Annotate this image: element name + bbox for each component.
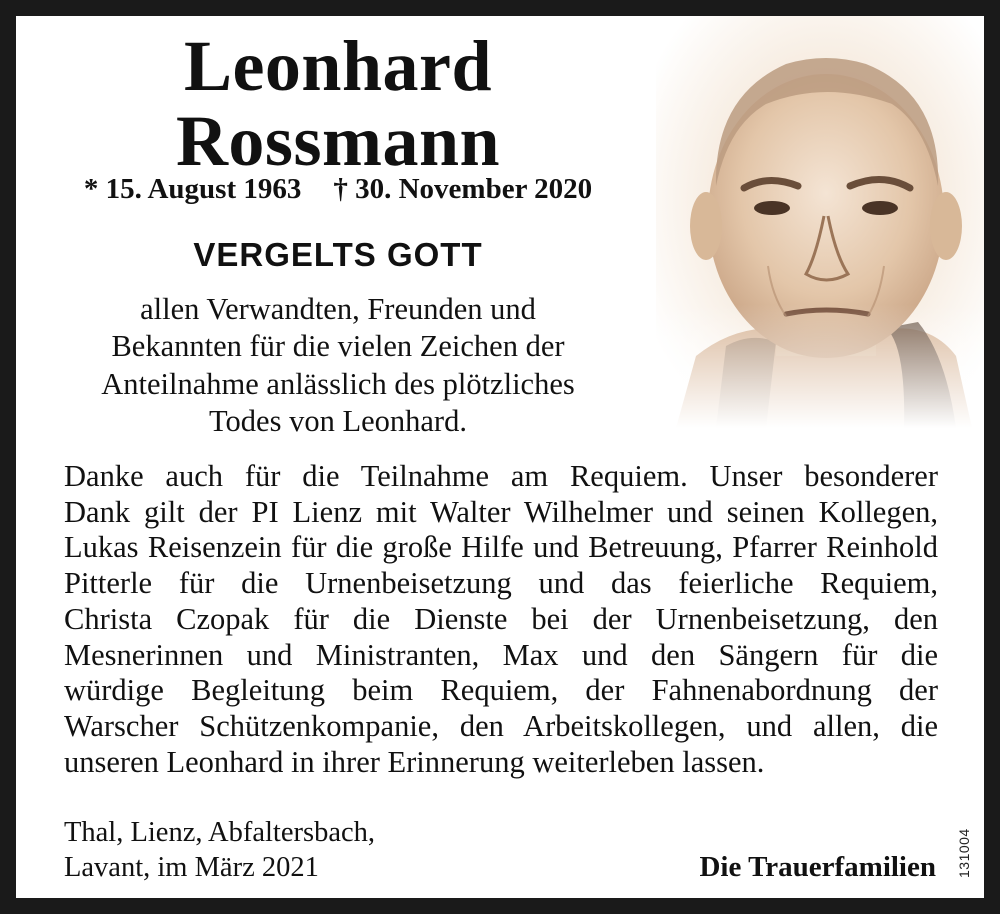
signature: Die Trauerfamilien bbox=[699, 851, 936, 883]
body-line: würdige Begleitung beim Requiem, der Fahnenabordnung der bbox=[64, 673, 938, 708]
portrait-photo bbox=[656, 16, 984, 428]
place-line: Thal, Lienz, Abfaltersbach, bbox=[64, 817, 375, 848]
body-line: Lukas Reisenzein für die große Hilfe und Betreuung, Pfarrer Reinhold bbox=[64, 530, 938, 565]
intro-text bbox=[40, 291, 636, 440]
intro-line: Anteilnahme anlässlich des plötzliches bbox=[101, 366, 575, 401]
body-line: Pitterle für die Urnenbeisetzung und das feierliche Requiem, bbox=[64, 566, 938, 601]
body-line: Mesnerinnen und Ministranten, Max und den Sängern für die bbox=[64, 637, 938, 672]
thanks-body bbox=[64, 459, 938, 780]
ad-code: 131004 bbox=[956, 828, 972, 878]
intro-line: Bekannten für die vielen Zeichen der bbox=[111, 329, 565, 364]
body-line: Dank gilt der PI Lienz mit Walter Wilhelmer und seinen Kollegen, bbox=[64, 494, 938, 529]
body-line: Danke auch für die Teilnahme am Requiem. Unser besonderer bbox=[64, 459, 938, 493]
thanks-heading: VERGELTS GOTT bbox=[193, 236, 483, 273]
birth-date: * 15. August 1963 bbox=[83, 173, 302, 205]
body-line: unseren Leonhard in ihrer Erinnerung weiterleben lassen. bbox=[64, 744, 765, 779]
body-line: Christa Czopak für die Dienste bei der Urnenbeisetzung, den bbox=[64, 601, 938, 636]
body-line: Warscher Schützenkompanie, den Arbeitskollegen, und allen, die bbox=[64, 708, 938, 743]
deceased-first-name: Leonhard bbox=[183, 26, 493, 106]
intro-line: Todes von Leonhard. bbox=[209, 403, 467, 438]
deceased-last-name: Rossmann bbox=[175, 101, 501, 181]
life-dates bbox=[60, 175, 616, 204]
place-and-date bbox=[64, 815, 375, 885]
intro-line: allen Verwandten, Freunden und bbox=[140, 292, 536, 326]
place-line: Lavant, im März 2021 bbox=[64, 852, 319, 883]
death-date: † 30. November 2020 bbox=[333, 173, 593, 205]
